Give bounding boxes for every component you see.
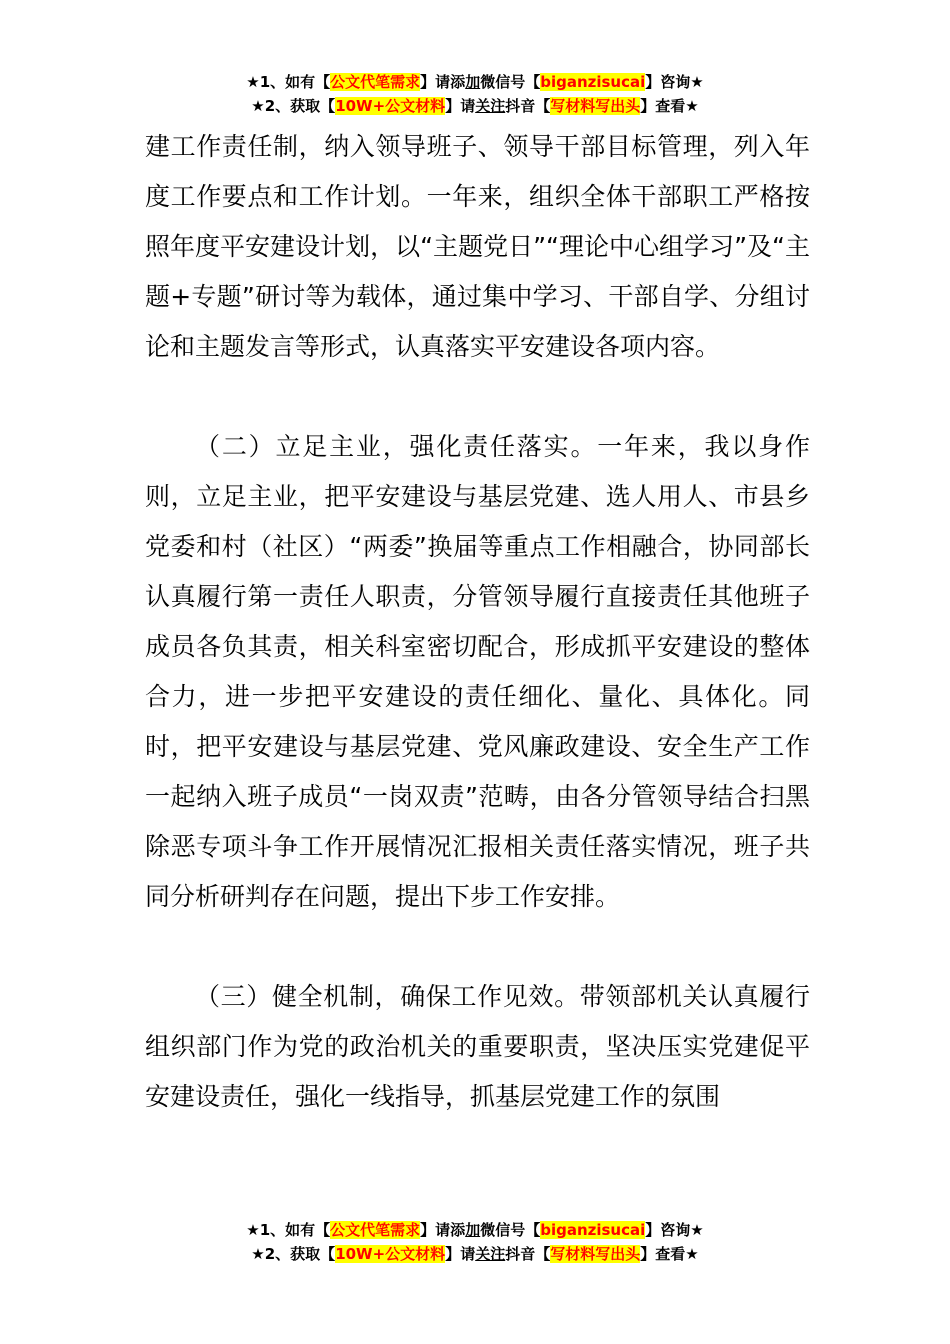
highlight-service: 公文代笔需求 [330, 73, 421, 91]
footer-banner [0, 1218, 950, 1266]
banner-text: 】请 [445, 1245, 476, 1263]
highlight-materials: 10W+公文材料 [335, 97, 446, 115]
banner-text: 】咨询★ [645, 1221, 704, 1239]
banner-underlined-text: 加 [465, 1221, 481, 1239]
highlight-wechat-id: biganzisucai [540, 73, 646, 91]
banner-text: 】查看★ [640, 1245, 699, 1263]
banner-text: 抖音【 [505, 97, 551, 115]
highlight-wechat-id: biganzisucai [540, 1221, 646, 1239]
banner-underlined-text: 关注 [475, 97, 506, 115]
banner-line-1 [0, 1218, 950, 1242]
banner-text: 微信号【 [480, 73, 541, 91]
banner-underlined-text: 加 [465, 73, 481, 91]
banner-text: ★1、如有【 [246, 73, 331, 91]
banner-line-1 [0, 70, 950, 94]
highlight-douyin-account: 写材料写出头 [550, 97, 641, 115]
banner-text: 微信号【 [480, 1221, 541, 1239]
header-banner [0, 70, 950, 118]
banner-text: ★1、如有【 [246, 1221, 331, 1239]
banner-text: 】查看★ [640, 97, 699, 115]
highlight-service: 公文代笔需求 [330, 1221, 421, 1239]
banner-text: ★2、获取【 [251, 97, 336, 115]
banner-line-2 [0, 94, 950, 118]
banner-text: ★2、获取【 [251, 1245, 336, 1263]
banner-text: 】请添 [420, 73, 466, 91]
banner-text: 】请添 [420, 1221, 466, 1239]
paragraph-section-2: （二）立足主业，强化责任落实。一年来，我以身作则，立足主业，把平安建设与基层党建、选人用人、市县乡党委和村（社区）“两委”换届等重点工作相融合，协同部长认真履行第一责任人职责，分管领导履行直接责任其他班子成员各负其责，相关科室密切配合，形成抓平安建设的整体合力，进一步把平安建设的责任细化、量化、具体化。同时，把平安建设与基层党建、党风廉政建设、安全生产工作一起纳入班子成员“一岗双责”范畴，由各分管领导结合扫黑除恶专项斗争工作开展情况汇报相关责任落实情况，班子共同分析研判存在问题，提出下步工作安排。 [145, 432, 810, 911]
highlight-douyin-account: 写材料写出头 [550, 1245, 641, 1263]
banner-text: 抖音【 [505, 1245, 551, 1263]
banner-text: 】请 [445, 97, 476, 115]
paragraph-section-3: （三）健全机制，确保工作见效。带领部机关认真履行组织部门作为党的政治机关的重要职责，坚决压实党建促平安建设责任，强化一线指导，抓基层党建工作的氛围 [145, 982, 810, 1111]
banner-underlined-text: 关注 [475, 1245, 506, 1263]
banner-text: 】咨询★ [645, 73, 704, 91]
banner-line-2 [0, 1242, 950, 1266]
paragraph-continued: 建工作责任制，纳入领导班子、领导干部目标管理，列入年度工作要点和工作计划。一年来，组织全体干部职工严格按照年度平安建设计划，以“主题党日”“理论中心组学习”及“主题+专题”研讨等为载体，通过集中学习、干部自学、分组讨论和主题发言等形式，认真落实平安建设各项内容。 [145, 132, 810, 361]
highlight-materials: 10W+公文材料 [335, 1245, 446, 1263]
document-body [145, 122, 810, 1122]
